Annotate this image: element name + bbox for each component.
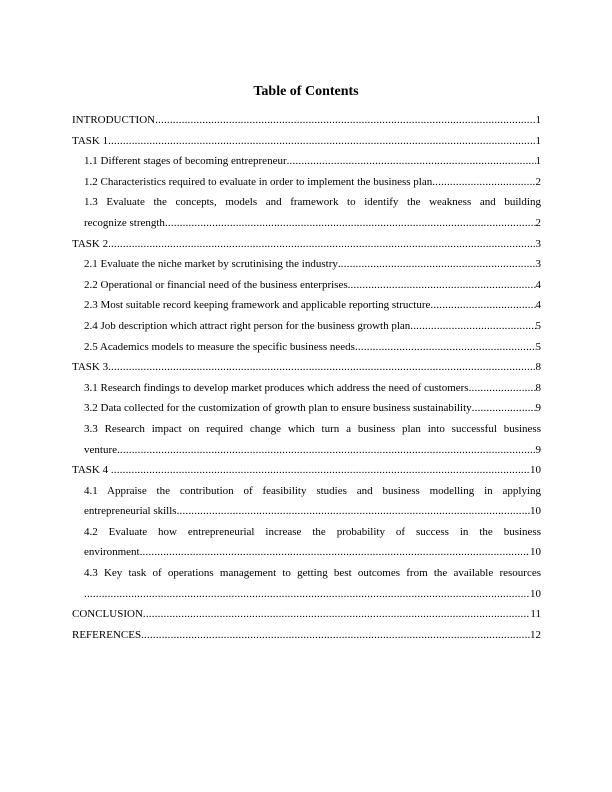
toc-page-number: 4	[535, 299, 541, 312]
toc-dot-leader	[355, 337, 536, 358]
toc-entry-title: TASK 1	[72, 134, 109, 147]
toc-dot-leader	[348, 275, 536, 296]
toc-page-number: 10	[530, 546, 541, 559]
toc-dot-leader	[338, 254, 536, 275]
toc-entry[interactable]	[72, 337, 541, 358]
toc-page-number: 8	[535, 381, 541, 394]
toc-page-number: 1	[535, 114, 541, 126]
toc-entry[interactable]	[72, 172, 541, 193]
toc-entry[interactable]	[72, 481, 541, 522]
toc-entry-title-line1: 4.2 Evaluate how entrepreneurial increase the probability of success in the business	[84, 525, 541, 538]
toc-dot-leader	[165, 213, 536, 234]
toc-entry[interactable]	[72, 151, 541, 172]
toc-page-number: 5	[535, 340, 541, 353]
toc-entry-title: 2.4 Job description which attract right person for the business growth plan	[84, 319, 411, 332]
toc-dot-leader	[469, 378, 536, 399]
toc-entry[interactable]	[72, 625, 541, 646]
toc-entry[interactable]	[72, 419, 541, 460]
toc-page-number: 2	[535, 216, 541, 229]
toc-dot-leader	[432, 172, 535, 193]
toc-entry[interactable]	[72, 378, 541, 399]
toc-page-number: 9	[535, 443, 541, 456]
toc-entry[interactable]	[72, 398, 541, 419]
toc-entry-title: venture	[84, 443, 117, 456]
toc-dot-leader	[155, 110, 535, 131]
toc-dot-leader	[108, 234, 535, 255]
toc-entry-title: INTRODUCTION	[72, 114, 156, 126]
toc-page-number: 2	[535, 175, 541, 188]
toc-page-number: 3	[535, 258, 541, 271]
toc-entry-title: TASK 3	[72, 361, 109, 374]
toc-entry-title-line1: 4.3 Key task of operations management to getting best outcomes from the available resources	[84, 567, 541, 580]
toc-entry[interactable]	[72, 192, 541, 233]
toc-entry-title: CONCLUSION	[72, 608, 143, 621]
toc-entry[interactable]	[72, 604, 541, 625]
toc-dot-leader	[84, 584, 530, 605]
toc-entry-title: 1.2 Characteristics required to evaluate in order to implement the business plan	[84, 175, 433, 188]
toc-page-number: 1	[535, 155, 541, 168]
toc-entry[interactable]	[72, 357, 541, 378]
toc-dot-leader	[287, 151, 536, 172]
toc-entry[interactable]	[72, 254, 541, 275]
toc-entry-title-line1: 1.3 Evaluate the concepts, models and framework to identify the weakness and building	[84, 196, 541, 209]
toc-entry-title: 2.2 Operational or financial need of the business enterprises	[84, 278, 348, 291]
toc-entry-title: 2.5 Academics models to measure the specific business needs	[84, 340, 355, 353]
toc-page-number: 3	[535, 237, 541, 250]
toc-page-number: 9	[535, 402, 541, 415]
toc-dot-leader	[111, 460, 530, 481]
toc-entry-title: 2.3 Most suitable record keeping framework and applicable reporting structure	[84, 299, 431, 312]
toc-page-number: 11	[530, 608, 541, 621]
toc-dot-leader	[143, 604, 531, 625]
toc-entry-title-line1: 4.1 Appraise the contribution of feasibility studies and business modelling in applying	[84, 484, 541, 497]
toc-entry-title: REFERENCES	[72, 628, 142, 641]
toc-dot-leader	[117, 440, 536, 461]
toc-entry[interactable]	[72, 110, 541, 131]
toc-dot-leader	[472, 398, 536, 419]
toc-page-number: 10	[530, 587, 541, 600]
toc-dot-leader	[430, 295, 535, 316]
toc-dot-leader	[410, 316, 535, 337]
toc-entry-title: TASK 4	[72, 464, 111, 477]
toc-page-number: 12	[530, 628, 541, 641]
toc-entry-title: 2.1 Evaluate the niche market by scrutinising the industry	[84, 258, 338, 271]
toc-page-number: 5	[535, 319, 541, 332]
toc-entry[interactable]	[72, 295, 541, 316]
toc-entry[interactable]	[72, 522, 541, 563]
toc-entry-title: 1.1 Different stages of becoming entrepreneur	[84, 155, 287, 168]
toc-page-number: 1	[535, 134, 541, 147]
toc-entry[interactable]	[72, 275, 541, 296]
toc-entry-title: environment	[84, 546, 140, 559]
toc-dot-leader	[141, 625, 530, 646]
toc-dot-leader	[108, 131, 535, 152]
toc-entry-title: 3.1 Research findings to develop market produces which address the need of customers	[84, 381, 469, 394]
toc-dot-leader	[140, 542, 530, 563]
toc-entry[interactable]	[72, 131, 541, 152]
toc-dot-leader	[177, 501, 530, 522]
toc-entry-title: TASK 2	[72, 237, 109, 250]
toc-entry-title: entrepreneurial skills	[84, 505, 177, 518]
toc-entry[interactable]	[72, 460, 541, 481]
toc-entry[interactable]	[72, 563, 541, 604]
toc-list	[72, 110, 541, 645]
toc-entry-title: recognize strength	[84, 216, 165, 229]
toc-page-number: 8	[535, 361, 541, 374]
toc-entry[interactable]	[72, 234, 541, 255]
toc-entry[interactable]	[72, 316, 541, 337]
toc-entry-title: 3.2 Data collected for the customization of growth plan to ensure business sustainability	[84, 402, 472, 415]
toc-page-number: 10	[530, 464, 541, 477]
toc-page-number: 10	[530, 505, 541, 518]
toc-page-number: 4	[535, 278, 541, 291]
toc-dot-leader	[108, 357, 535, 378]
toc-entry-title-line1: 3.3 Research impact on required change which turn a business plan into successful business	[84, 422, 541, 435]
toc-title: Table of Contents	[253, 84, 359, 99]
